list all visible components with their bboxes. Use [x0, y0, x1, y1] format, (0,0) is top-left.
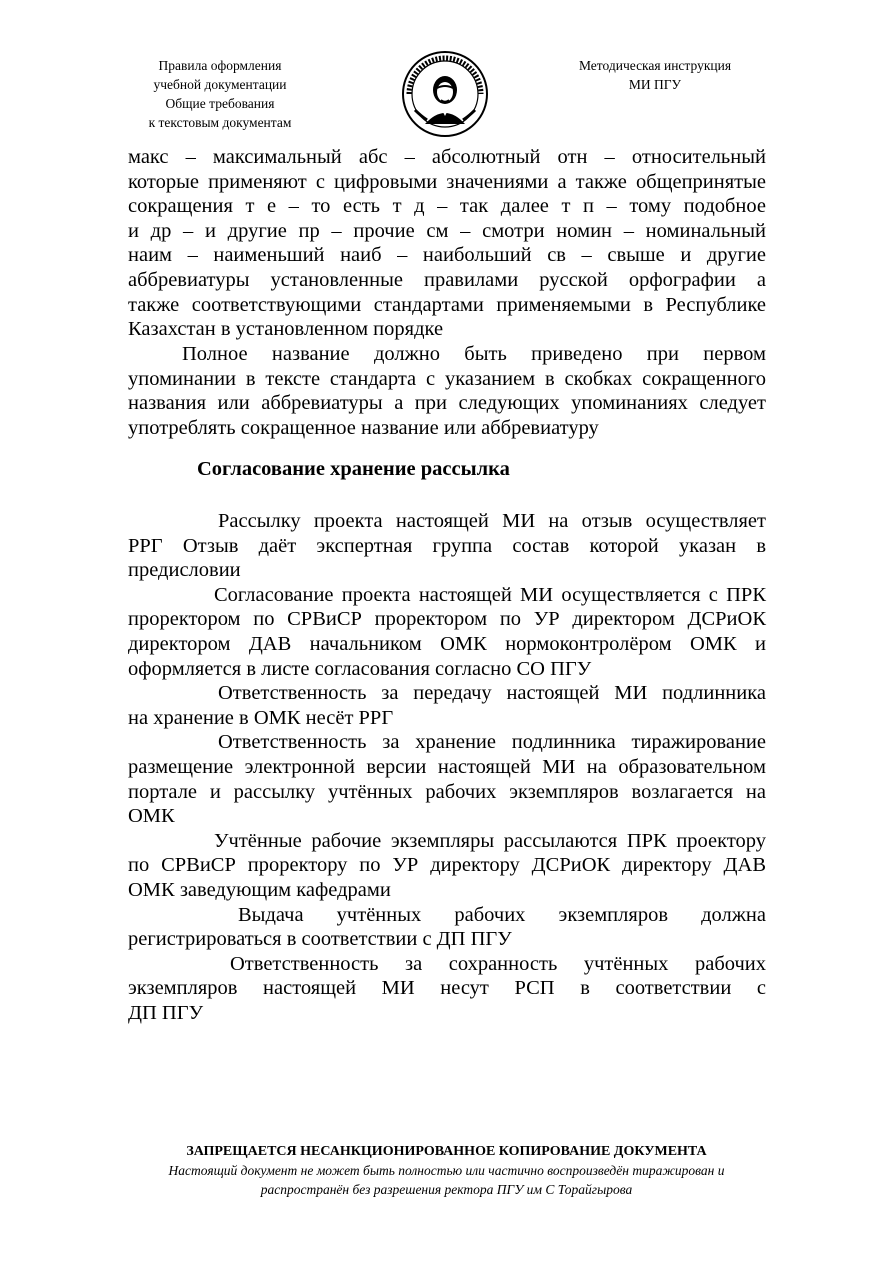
text-line: ОМК заведующим кафедрами [128, 878, 391, 901]
text-line: Рассылку проекта настоящей МИ на отзыв осуществляет [218, 510, 766, 532]
text-line: портале и рассылку учтённых рабочих экземпляров возлагается на [128, 780, 766, 803]
text-line: макс – максимальный абс – абсолютный отн – относительный [128, 146, 766, 168]
text-line: Выдача учтённых рабочих экземпляров должна [238, 903, 766, 926]
copy-notice-line: распространён без разрешения ректора ПГУ им С Торайгырова [260, 1182, 633, 1197]
text-line: Ответственность за передачу настоящей МИ подлинника [218, 682, 766, 705]
section-body [128, 509, 766, 1025]
footer [100, 1142, 793, 1199]
text-line: экземпляров настоящей МИ несут РСП в соответствии с [128, 977, 766, 1000]
header-right [555, 56, 755, 94]
header-left-line: Общие требования [165, 96, 275, 111]
text-line: предисловии [128, 559, 241, 582]
section-heading: Согласование хранение рассылка [197, 458, 510, 480]
text-line: по СРВиСР проректору по УР директору ДСРиОК директору ДАВ [128, 854, 766, 877]
text-line: названия или аббревиатуры а при следующих упоминаниях следует [128, 392, 766, 415]
text-line: ОМК [128, 805, 175, 828]
text-line: Казахстан в установленном порядке [128, 318, 444, 341]
text-line: аббревиатуры установленные правилами русской орфографии а [128, 268, 766, 291]
doc-code: МИ ПГУ [628, 77, 682, 92]
text-line: сокращения т е – то есть т д – так далее т п – тому подобное [128, 195, 766, 218]
header-left [120, 56, 320, 132]
text-line: РРГ Отзыв даёт экспертная группа состав которой указан в [128, 534, 766, 557]
text-line: проректором по СРВиСР проректором по УР директором ДСРиОК [128, 608, 766, 631]
text-line: употреблять сокращенное название или аббревиатуру [128, 416, 599, 439]
header-left-line: к текстовым документам [148, 115, 292, 130]
text-line: также соответствующими стандартами применяемыми в Республике [128, 293, 766, 316]
text-line: упоминании в тексте стандарта с указанием в скобках сокращенного [128, 367, 766, 390]
header-left-line: учебной документации [153, 77, 287, 92]
text-line: и др – и другие пр – прочие см – смотри номин – номинальный [128, 219, 766, 242]
text-line: Согласование проекта настоящей МИ осуществляется с ПРК [214, 583, 766, 606]
header-left-line: Правила оформления [158, 58, 282, 73]
text-line: оформляется в листе согласования согласно СО ПГУ [128, 657, 592, 680]
paragraph-full-name [128, 342, 766, 440]
text-line: которые применяют с цифровыми значениями а также общепринятые [128, 170, 766, 193]
text-line: ДП ПГУ [128, 1001, 204, 1024]
text-line: директором ДАВ начальником ОМК нормоконтролёром ОМК и [128, 632, 766, 655]
text-line: Ответственность за сохранность учтённых рабочих [230, 952, 766, 975]
text-line: регистрироваться в соответствии с ДП ПГУ [128, 928, 512, 951]
copy-warning: ЗАПРЕЩАЕТСЯ НЕСАНКЦИОНИРОВАННОЕ КОПИРОВАНИЕ ДОКУМЕНТА [186, 1144, 707, 1159]
paragraph-abbreviations [128, 145, 766, 342]
text-line: наим – наименьший наиб – наибольший св – свыше и другие [128, 244, 766, 267]
copy-notice-line: Настоящий документ не может быть полностью или частично воспроизведён тиражирован и [168, 1163, 725, 1178]
text-line: на хранение в ОМК несёт РРГ [128, 706, 394, 729]
university-seal-icon [401, 50, 489, 138]
text-line: Ответственность за хранение подлинника тиражирование [218, 731, 766, 754]
text-line: Учтённые рабочие экземпляры рассылаются ПРК проектору [214, 829, 766, 852]
text-line: размещение электронной версии настоящей МИ на образовательном [128, 755, 766, 778]
doc-type: Методическая инструкция [578, 58, 732, 73]
text-line: Полное название должно быть приведено при первом [182, 343, 766, 365]
